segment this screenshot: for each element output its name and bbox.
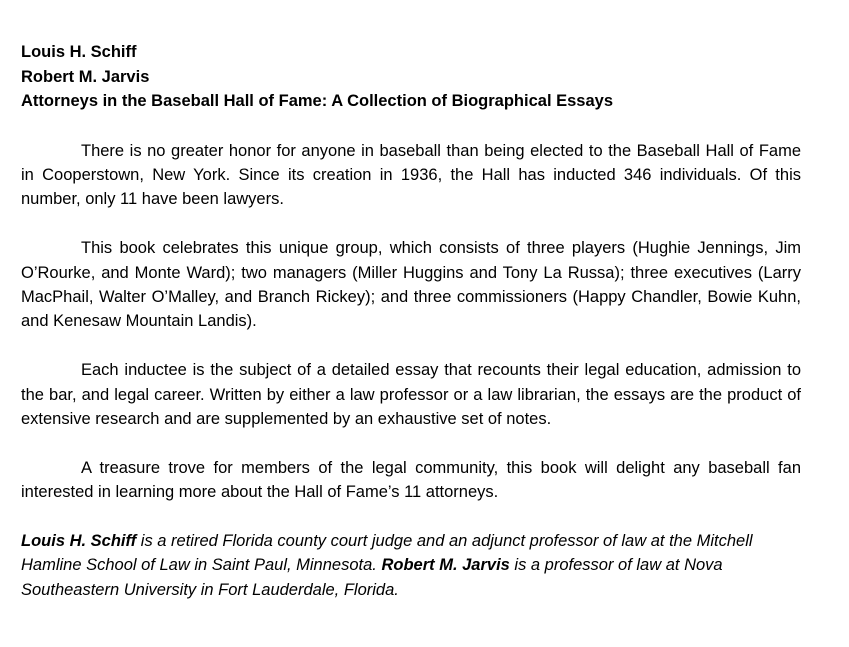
bio-text-1: is a retired Florida county court judge and an adjunct professor of law at the Mitchell Hamline School of Law in Saint Paul, Minnesota. xyxy=(21,531,753,575)
paragraph-closing: A treasure trove for members of the legal community, this book will delight any baseball fan interested in learning more about the Hall of Fame’s 11 attorneys. xyxy=(21,458,801,502)
paragraph-group: This book celebrates this unique group, which consists of three players (Hughie Jennings, Jim O’Rourke, and Monte Ward); two managers (Miller Huggins and Tony La Russa); three executives (Larry MacPhail, Walter O’Malley, and Branch Rickey); and three commissioners (Happy Chandler, Bowie Kuhn, and Kenesaw Mountain Landis). xyxy=(21,239,801,331)
author-name-2: Robert M. Jarvis xyxy=(21,67,150,86)
bio-text-2: is a professor of law at Nova Southeastern University in Fort Lauderdale, Florida. xyxy=(21,556,723,599)
spacer xyxy=(21,431,801,455)
paragraph-essays: Each inductee is the subject of a detailed essay that recounts their legal education, admission to the bar, and legal career. Written by either a law professor or a law librarian, the essays are the product of extensive research and are supplemented by an exhaustive set of notes. xyxy=(21,361,801,428)
bio-name-2: Robert M. Jarvis xyxy=(381,556,510,575)
spacer xyxy=(21,114,801,139)
spacer xyxy=(21,334,801,358)
bio-name-1: Louis H. Schiff xyxy=(21,531,137,550)
paragraph-intro: There is no greater honor for anyone in baseball than being elected to the Baseball Hall of Fame in Cooperstown, New York. Since its creation in 1936, the Hall has inducted 346 individuals. Of this number, only 11 have been lawyers. xyxy=(21,141,801,209)
author-bio xyxy=(21,529,801,602)
document-page xyxy=(21,40,801,602)
author-name-1: Louis H. Schiff xyxy=(21,43,137,61)
spacer xyxy=(21,212,801,236)
book-title: Attorneys in the Baseball Hall of Fame: A Collection of Biographical Essays xyxy=(21,92,613,110)
spacer xyxy=(21,505,801,529)
